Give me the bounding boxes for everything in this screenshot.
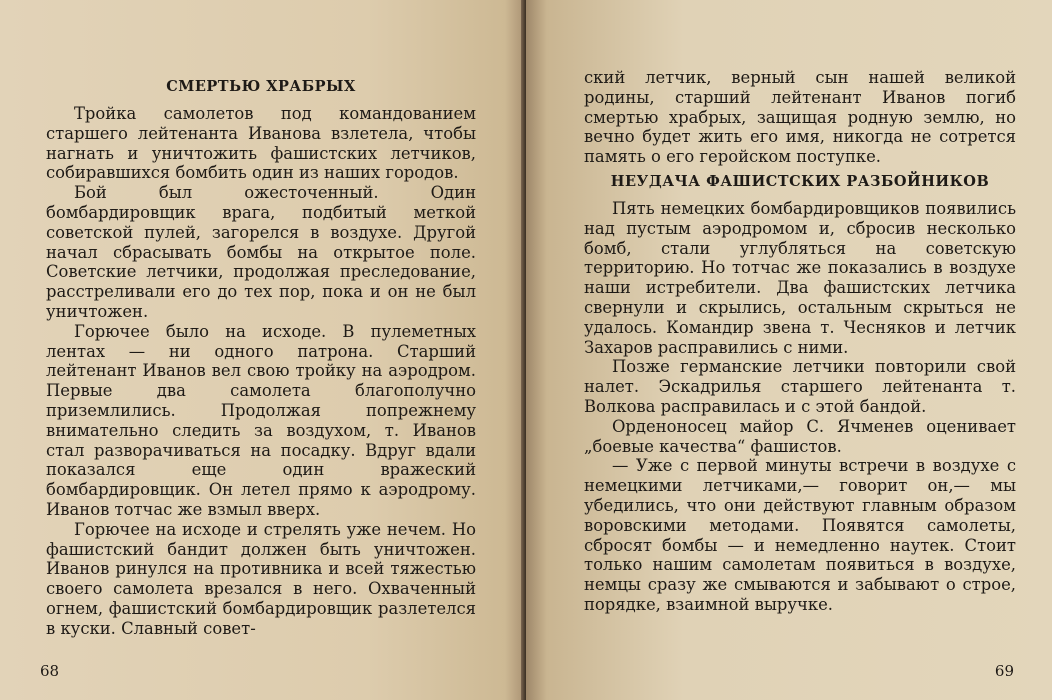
- paragraph: Бой был ожесточенный. Один бомбардировщик врага, подбитый меткой советской пулей, загорелся в воздухе. Другой начал сбрасывать бомбы на открытое поле. Советские летчики, продолжая преследование, расстреливали его до тех пор, пока и он не был уничтожен.: [46, 183, 476, 321]
- paragraph: Горючее было на исходе. В пулеметных лентах — ни одного патрона. Старший лейтенант Иванов вел свою тройку на аэродром. Первые два самолета благополучно приземлились. Продолжая попрежнему внимательно следить за воздухом, т. Иванов стал разворачиваться на посадку. Вдруг вдали показался еще один вражеский бомбардировщик. Он летел прямо к аэродрому. Иванов тотчас же взмыл вверх.: [46, 321, 476, 519]
- page-number: 69: [994, 662, 1014, 680]
- chapter-heading: СМЕРТЬЮ ХРАБРЫХ: [166, 78, 356, 95]
- paragraph: Тройка самолетов под командованием старшего лейтенанта Иванова взлетела, чтобы нагнать и уничтожить фашистских летчиков, собиравшихся бомбить один из наших городов.: [46, 104, 476, 183]
- continued-paragraph: ский летчик, верный сын нашей великой родины, старший лейтенант Иванов погиб смертью храбрых, защищая родную землю, но вечно будет жить его имя, никогда не сотрется память о его геройском поступке.: [584, 68, 1016, 167]
- paragraph: Орденоносец майор С. Ячменев оценивает „боевые качества“ фашистов.: [584, 416, 1016, 456]
- paragraph: Пять немецких бомбардировщиков появились над пустым аэродромом и, сбросив несколько бомб, стали углубляться на советскую территорию. Но тотчас же показались в воздухе наши истребители. Два фашистских летчика свернули и скрылись, остальным скрыться не удалось. Командир звена т. Чесняков и летчик Захаров расправились с ними.: [584, 198, 1016, 357]
- right-page: [526, 0, 1052, 700]
- page-number: 68: [40, 662, 60, 680]
- paragraph: Позже германские летчики повторили свой налет. Эскадрилья старшего лейтенанта т. Волкова расправилась и с этой бандой.: [584, 357, 1016, 416]
- paragraph: Горючее на исходе и стрелять уже нечем. Но фашистский бандит должен быть уничтожен. Иванов ринулся на противника и всей тяжестью своего самолета врезался в него. Охваченный огнем, фашистский бомбардировщик разлетелся в куски. Славный совет-: [46, 519, 476, 638]
- paragraph: — Уже с первой минуты встречи в воздухе с немецкими летчиками,— говорит он,— мы убедились, что они действуют главным образом воровскими методами. Появятся самолеты, сбросят бомбы — и немедленно наутек. Стоит только нашим самолетам появиться в воздухе, немцы сразу же смываются и забывают о строе, порядке, взаимной выручке.: [584, 456, 1016, 614]
- chapter-heading: НЕУДАЧА ФАШИСТСКИХ РАЗБОЙНИКОВ: [610, 172, 990, 190]
